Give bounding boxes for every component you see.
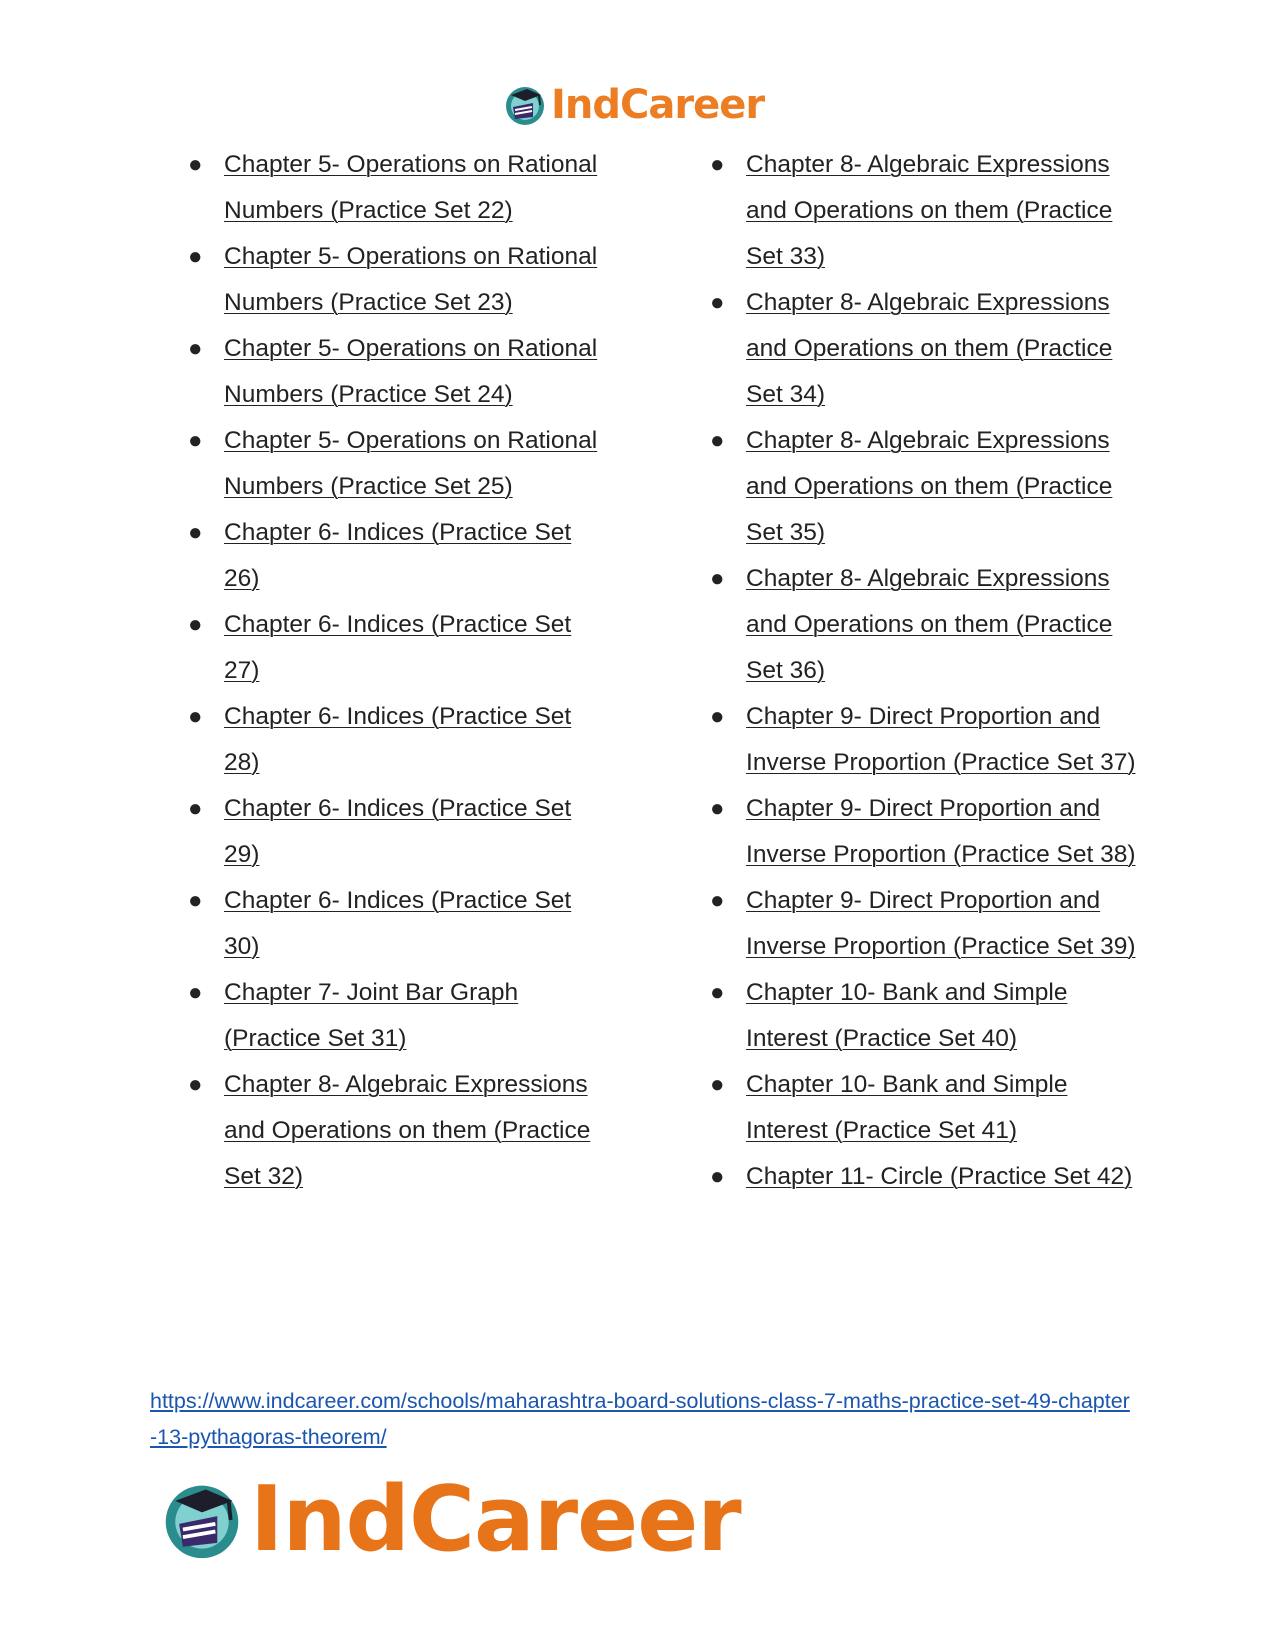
graduate-globe-icon bbox=[160, 1478, 244, 1562]
bullet-icon: ● bbox=[188, 335, 203, 362]
brand-wordmark: IndCareer bbox=[250, 1467, 741, 1572]
bullet-icon: ● bbox=[188, 703, 203, 730]
list-item bbox=[702, 142, 1140, 280]
chapter-link[interactable]: Chapter 9- Direct Proportion and Inverse Proportion (Practice Set 38) bbox=[746, 795, 1136, 868]
chapter-link[interactable]: Chapter 5- Operations on Rational Numbers (Practice Set 23) bbox=[224, 243, 598, 316]
bullet-icon: ● bbox=[710, 979, 725, 1006]
chapter-link[interactable]: Chapter 8- Algebraic Expressions and Operations on them (Practice Set 33) bbox=[746, 151, 1113, 270]
bullet-icon: ● bbox=[710, 427, 725, 454]
list-item bbox=[702, 280, 1140, 418]
bullet-icon: ● bbox=[188, 887, 203, 914]
chapter-link[interactable]: Chapter 6- Indices (Practice Set 27) bbox=[224, 611, 572, 684]
practice-set-lists bbox=[180, 142, 1140, 1200]
bullet-icon: ● bbox=[188, 427, 203, 454]
chapter-link[interactable]: Chapter 8- Algebraic Expressions and Operations on them (Practice Set 35) bbox=[746, 427, 1113, 546]
chapter-link[interactable]: Chapter 6- Indices (Practice Set 30) bbox=[224, 887, 572, 960]
list-item bbox=[180, 234, 598, 326]
chapter-link[interactable]: Chapter 8- Algebraic Expressions and Operations on them (Practice Set 36) bbox=[746, 565, 1113, 684]
list-item bbox=[180, 970, 598, 1062]
list-item bbox=[702, 1062, 1140, 1154]
chapter-link[interactable]: Chapter 9- Direct Proportion and Inverse Proportion (Practice Set 37) bbox=[746, 703, 1136, 776]
list-item bbox=[180, 786, 598, 878]
bullet-icon: ● bbox=[710, 703, 725, 730]
chapter-link[interactable]: Chapter 5- Operations on Rational Numbers (Practice Set 24) bbox=[224, 335, 598, 408]
footer-logo bbox=[160, 1467, 741, 1572]
bullet-icon: ● bbox=[710, 887, 725, 914]
bullet-icon: ● bbox=[188, 151, 203, 178]
bullet-icon: ● bbox=[188, 611, 203, 638]
list-item bbox=[180, 142, 598, 234]
chapter-link[interactable]: Chapter 10- Bank and Simple Interest (Practice Set 40) bbox=[746, 979, 1068, 1052]
bullet-icon: ● bbox=[710, 1163, 725, 1190]
bullet-icon: ● bbox=[188, 979, 203, 1006]
list-item bbox=[180, 418, 598, 510]
chapter-link[interactable]: Chapter 10- Bank and Simple Interest (Practice Set 41) bbox=[746, 1071, 1068, 1144]
list-item bbox=[702, 1154, 1140, 1200]
chapter-link[interactable]: Chapter 9- Direct Proportion and Inverse Proportion (Practice Set 39) bbox=[746, 887, 1136, 960]
bullet-icon: ● bbox=[188, 519, 203, 546]
list-item bbox=[180, 326, 598, 418]
list-item bbox=[702, 418, 1140, 556]
list-item bbox=[180, 602, 598, 694]
list-item bbox=[702, 694, 1140, 786]
chapter-link[interactable]: Chapter 5- Operations on Rational Numbers (Practice Set 25) bbox=[224, 427, 598, 500]
chapter-link[interactable]: Chapter 7- Joint Bar Graph (Practice Set 31) bbox=[224, 979, 519, 1052]
bullet-icon: ● bbox=[710, 795, 725, 822]
bullet-icon: ● bbox=[188, 795, 203, 822]
chapter-link[interactable]: Chapter 11- Circle (Practice Set 42) bbox=[746, 1163, 1133, 1190]
list-item bbox=[702, 970, 1140, 1062]
list-item bbox=[180, 510, 598, 602]
list-item bbox=[702, 878, 1140, 970]
list-item bbox=[180, 694, 598, 786]
bullet-icon: ● bbox=[710, 289, 725, 316]
source-url-link[interactable]: https://www.indcareer.com/schools/maharashtra-board-solutions-class-7-maths-practice-set-49-chapter-13-pythagoras-theorem/ bbox=[150, 1389, 1130, 1449]
chapter-link[interactable]: Chapter 6- Indices (Practice Set 28) bbox=[224, 703, 572, 776]
source-url-block bbox=[150, 1383, 1130, 1455]
graduate-globe-icon bbox=[503, 83, 547, 127]
list-item bbox=[702, 786, 1140, 878]
bullet-icon: ● bbox=[710, 151, 725, 178]
chapter-link[interactable]: Chapter 8- Algebraic Expressions and Operations on them (Practice Set 34) bbox=[746, 289, 1113, 408]
left-column-list bbox=[180, 142, 598, 1200]
bullet-icon: ● bbox=[188, 1071, 203, 1098]
chapter-link[interactable]: Chapter 5- Operations on Rational Numbers (Practice Set 22) bbox=[224, 151, 598, 224]
chapter-link[interactable]: Chapter 6- Indices (Practice Set 29) bbox=[224, 795, 572, 868]
brand-wordmark: IndCareer bbox=[551, 82, 765, 128]
bullet-icon: ● bbox=[188, 243, 203, 270]
list-item bbox=[180, 1062, 598, 1200]
list-item bbox=[180, 878, 598, 970]
chapter-link[interactable]: Chapter 8- Algebraic Expressions and Operations on them (Practice Set 32) bbox=[224, 1071, 591, 1190]
header-logo bbox=[503, 80, 764, 130]
list-item bbox=[702, 556, 1140, 694]
bullet-icon: ● bbox=[710, 565, 725, 592]
right-column-list bbox=[702, 142, 1140, 1200]
bullet-icon: ● bbox=[710, 1071, 725, 1098]
chapter-link[interactable]: Chapter 6- Indices (Practice Set 26) bbox=[224, 519, 572, 592]
